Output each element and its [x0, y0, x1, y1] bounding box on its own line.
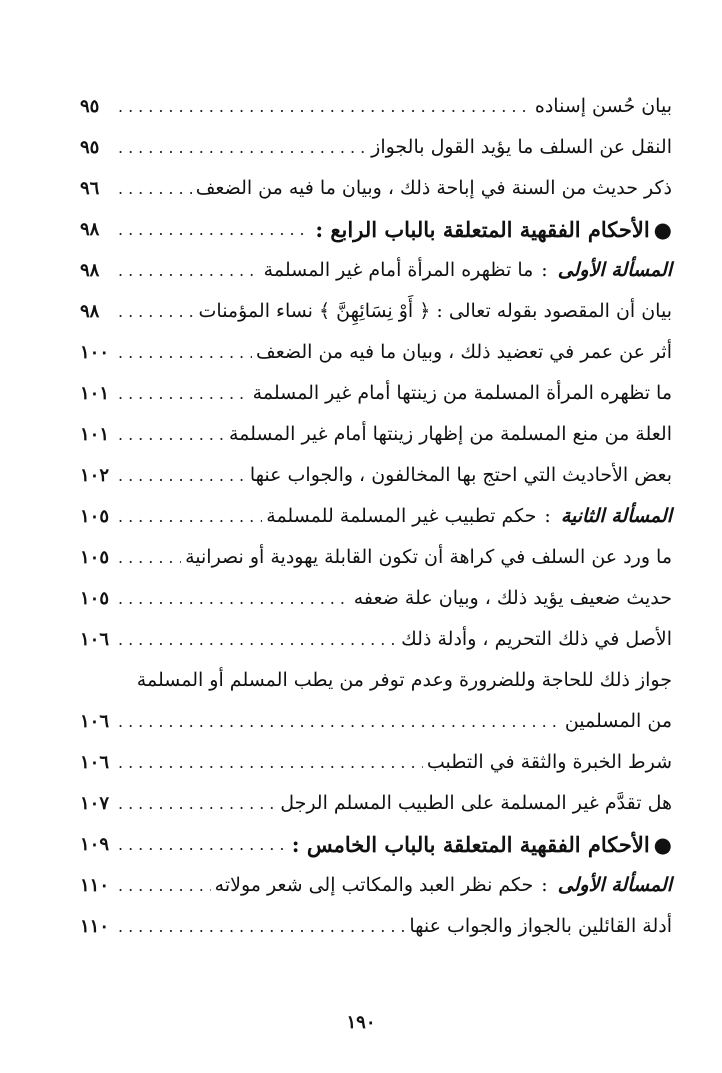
toc-entry-title: [266, 496, 672, 537]
toc-page-number: ١٠٦: [80, 752, 110, 773]
entry-text: شرط الخبرة والثقة في التطبب: [426, 751, 672, 773]
dot-leader: [118, 414, 225, 455]
toc-entry: [80, 86, 672, 127]
toc-page-number: ١٠٦: [80, 711, 110, 732]
toc-entry: [80, 906, 672, 947]
toc-entry-title: [196, 168, 672, 209]
toc-entry: [80, 701, 672, 742]
toc-entry: [80, 414, 672, 455]
toc-entry-title: [256, 332, 672, 373]
toc-entry: [80, 619, 672, 660]
entry-text: النقل عن السلف ما يؤيد القول بالجواز: [371, 136, 672, 158]
bullet-icon: ●: [653, 217, 672, 242]
dot-leader: [118, 701, 561, 742]
entry-text: هل تقدَّم غير المسلمة على الطبيب المسلم الرجل: [280, 792, 672, 814]
toc-entry-title: [565, 701, 672, 742]
toc-page-number: ١٠١: [80, 424, 110, 445]
toc-section-heading: [80, 824, 672, 865]
entry-text: الأحكام الفقهية المتعلقة بالباب الرابع :: [315, 217, 650, 242]
entry-text: حكم نظر العبد والمكاتب إلى شعر مولاته: [214, 874, 534, 896]
separator: :: [541, 259, 548, 281]
toc-entry-title: [199, 291, 672, 332]
toc-entry: [80, 332, 672, 373]
toc-entry-title: [229, 414, 672, 455]
toc-entry: [80, 127, 672, 168]
entry-text: العلة من منع المسلمة من إظهار زينتها أمام غير المسلمة: [228, 423, 672, 445]
toc-entry: [80, 168, 672, 209]
entry-text: ما ورد عن السلف في كراهة أن تكون القابلة يهودية أو نصرانية: [185, 546, 672, 568]
entry-text: أثر عن عمر في تعضيد ذلك ، وبيان ما فيه من الضعف: [256, 341, 672, 363]
dot-leader: [118, 742, 423, 783]
entry-text: ما تظهره المرأة أمام غير المسلمة: [263, 259, 534, 281]
masala-label: المسألة الثانية: [560, 505, 672, 527]
entry-text: حكم تطبيب غير المسلمة للمسلمة: [266, 505, 537, 527]
toc-section-heading: [80, 209, 672, 250]
toc-entry: [80, 291, 672, 332]
dot-leader: [118, 783, 276, 824]
dot-leader: [118, 209, 311, 250]
toc-entry-title: [409, 906, 672, 947]
toc-page-number: ١٠٥: [80, 588, 110, 609]
toc-entry-title: [215, 865, 672, 906]
dot-leader: [118, 537, 181, 578]
dot-leader: [118, 455, 246, 496]
toc-page-number: ٩٨: [80, 219, 100, 240]
toc-entry: [80, 496, 672, 537]
entry-text: بعض الأحاديث التي احتج بها المخالفون ، والجواب عنها: [249, 464, 672, 486]
entry-text: من المسلمين: [564, 710, 672, 732]
toc-entry: [80, 742, 672, 783]
toc-entry-line: جواز ذلك للحاجة وللضرورة وعدم توفر من يطب المسلم أو المسلمة: [136, 669, 672, 691]
separator: :: [541, 874, 548, 896]
masala-label: المسألة الأولى: [557, 259, 672, 281]
entry-text: أدلة القائلين بالجواز والجواب عنها: [409, 915, 672, 937]
dot-leader: [118, 332, 252, 373]
toc-page-number: ٩٥: [80, 96, 100, 117]
toc-page-number: ١٠٥: [80, 547, 110, 568]
entry-text: الأحكام الفقهية المتعلقة بالباب الخامس :: [291, 832, 650, 857]
toc-page-number: ٩٦: [80, 178, 100, 199]
toc-entry-title: [280, 783, 672, 824]
toc-page-number: ١٠٧: [80, 793, 110, 814]
toc-entry: [80, 865, 672, 906]
toc-entry: [80, 455, 672, 496]
table-of-contents: [80, 86, 672, 947]
toc-entry-title: [315, 209, 672, 250]
toc-page-number: ١٠٠: [80, 342, 110, 363]
dot-leader: [118, 865, 211, 906]
entry-text: الأصل في ذلك التحريم ، وأدلة ذلك: [401, 628, 672, 650]
entry-text: ذكر حديث من السنة في إباحة ذلك ، وبيان ما فيه من الضعف: [195, 177, 672, 199]
entry-text: حديث ضعيف يؤيد ذلك ، وبيان علة ضعفه: [353, 587, 672, 609]
toc-entry-title: [292, 824, 672, 865]
toc-entry: [80, 373, 672, 414]
toc-page-number: ٩٨: [80, 260, 100, 281]
toc-entry-title: [264, 250, 672, 291]
entry-text: بيان أن المقصود بقوله تعالى : ﴿ أَوْ نِسَائِهِنَّ ﴾ نساء المؤمنات: [198, 300, 672, 322]
dot-leader: [118, 906, 405, 947]
toc-entry: [80, 783, 672, 824]
toc-page-number: ٩٨: [80, 301, 100, 322]
dot-leader: [118, 373, 249, 414]
dot-leader: [118, 127, 367, 168]
toc-page-number: ١١٠: [80, 875, 110, 896]
dot-leader: [118, 619, 397, 660]
toc-entry-title: [250, 455, 672, 496]
toc-entry-title: [427, 742, 672, 783]
toc-entry-title: [253, 373, 672, 414]
dot-leader: [118, 291, 195, 332]
toc-entry-title: [371, 127, 672, 168]
toc-entry-title: [401, 619, 672, 660]
separator: :: [544, 505, 551, 527]
toc-entry-title: [354, 578, 672, 619]
toc-page-number: ١٠٩: [80, 834, 110, 855]
masala-label: المسألة الأولى: [557, 874, 672, 896]
toc-page-number: ١٠١: [80, 383, 110, 404]
toc-page-number: ١٠٢: [80, 465, 110, 486]
entry-text: ما تظهره المرأة المسلمة من زينتها أمام غير المسلمة: [252, 382, 672, 404]
dot-leader: [118, 86, 531, 127]
dot-leader: [118, 168, 192, 209]
dot-leader: [118, 824, 288, 865]
entry-text: بيان حُسن إسناده: [534, 95, 672, 117]
dot-leader: [118, 496, 262, 537]
dot-leader: [118, 250, 260, 291]
bullet-icon: ●: [653, 832, 672, 857]
toc-entry: [80, 537, 672, 578]
toc-page-number: ١٠٦: [80, 629, 110, 650]
toc-page-number: ١٠٥: [80, 506, 110, 527]
toc-page-number: ٩٥: [80, 137, 100, 158]
toc-entry: [80, 578, 672, 619]
toc-entry-title: [535, 86, 672, 127]
toc-entry-title: [185, 537, 672, 578]
toc-page-number: ١١٠: [80, 916, 110, 937]
dot-leader: [118, 578, 350, 619]
toc-entry: [80, 250, 672, 291]
page-number: ١٩٠: [346, 1012, 376, 1033]
